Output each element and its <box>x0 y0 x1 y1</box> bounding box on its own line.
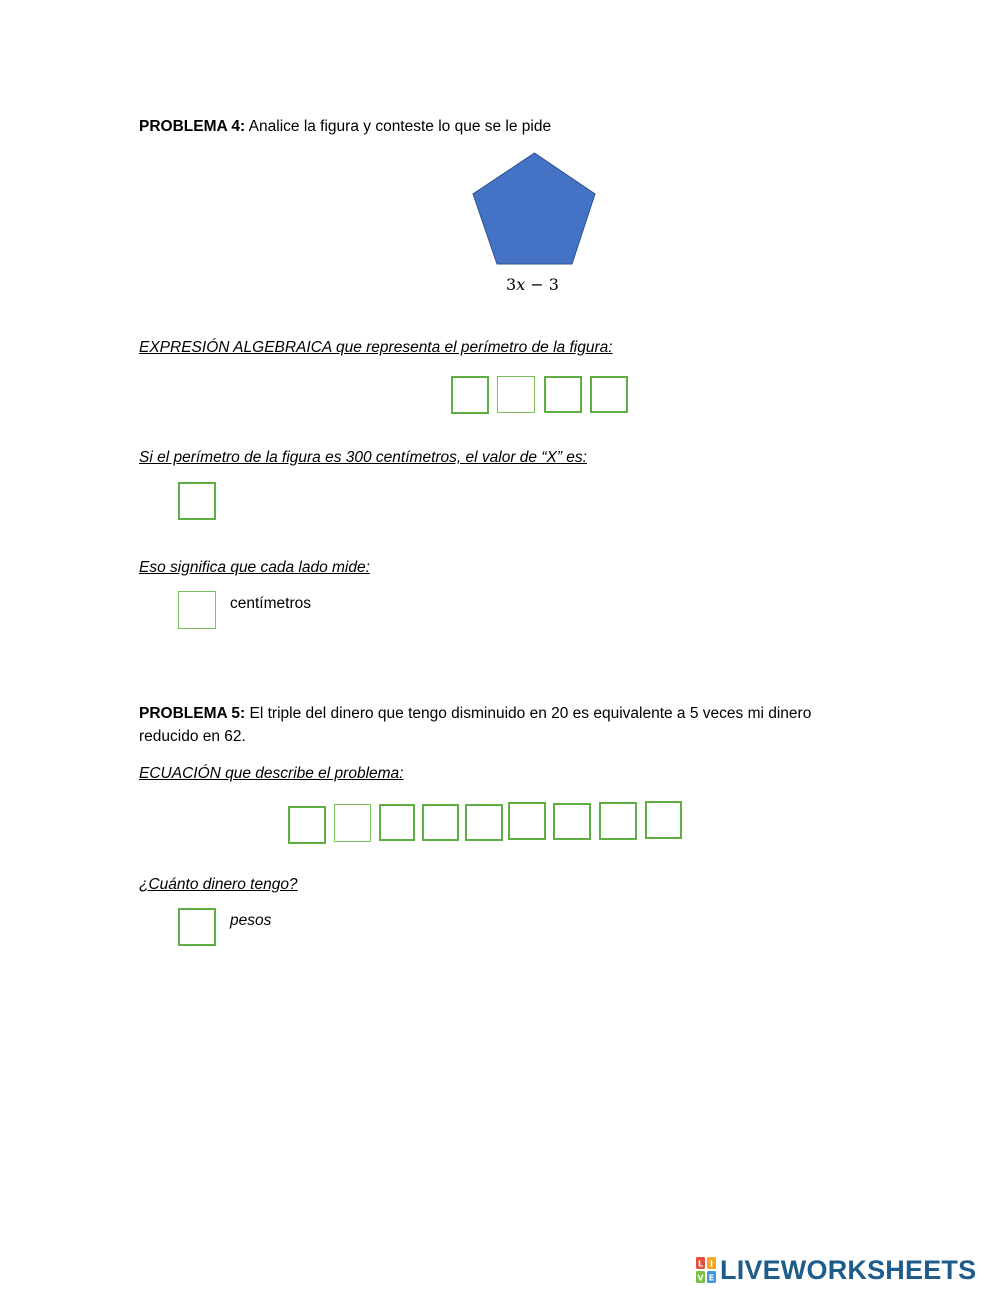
answer-box-x-value[interactable] <box>178 482 216 520</box>
question-x-value: Si el perímetro de la figura es 300 centímetros, el valor de “X” es: <box>139 449 587 466</box>
pentagon-side-label <box>506 275 559 294</box>
answer-box-equation-6[interactable] <box>508 802 546 840</box>
live-letter-e: E <box>708 1273 715 1283</box>
answer-box-money[interactable] <box>178 908 216 946</box>
side-variable: x <box>516 275 526 294</box>
live-letter-i: I <box>710 1259 713 1269</box>
answer-box-equation-9[interactable] <box>645 801 682 839</box>
side-coefficient: 3 <box>506 275 517 294</box>
problem5-label: PROBLEMA 5: <box>139 705 246 722</box>
answer-box-side-length[interactable] <box>178 591 216 629</box>
unit-centimetros: centímetros <box>230 595 311 612</box>
answer-box-equation-7[interactable] <box>553 803 591 840</box>
problem4-heading <box>139 115 551 138</box>
answer-box-equation-8[interactable] <box>599 802 637 840</box>
live-letter-v: V <box>697 1273 704 1283</box>
question-side-length: Eso significa que cada lado mide: <box>139 559 370 576</box>
question-expression: EXPRESIÓN ALGEBRAICA que representa el perímetro de la figura: <box>139 339 613 356</box>
answer-box-equation-2[interactable] <box>334 804 371 842</box>
problem5-statement-line1: El triple del dinero que tengo disminuido en 20 es equivalente a 5 veces mi dinero <box>249 705 812 722</box>
answer-box-equation-5[interactable] <box>465 804 503 841</box>
answer-box-equation-3[interactable] <box>379 804 415 841</box>
pentagon-shape <box>473 153 595 264</box>
live-icon <box>696 1257 717 1283</box>
pentagon-figure <box>470 150 600 268</box>
answer-box-expression-1[interactable] <box>451 376 489 414</box>
problem5-heading <box>139 702 811 725</box>
side-constant: − 3 <box>525 275 559 294</box>
answer-box-equation-4[interactable] <box>422 804 459 841</box>
answer-box-expression-4[interactable] <box>590 376 628 413</box>
answer-box-equation-1[interactable] <box>288 806 326 844</box>
problem4-label: PROBLEMA 4: <box>139 118 246 135</box>
question-equation: ECUACIÓN que describe el problema: <box>139 765 404 782</box>
problem5-statement-line2: reducido en 62. <box>139 728 246 745</box>
answer-box-expression-3[interactable] <box>544 376 582 413</box>
question-money: ¿Cuánto dinero tengo? <box>139 876 298 893</box>
answer-box-expression-2[interactable] <box>497 376 535 413</box>
problem4-statement: Analice la figura y conteste lo que se le pide <box>248 118 552 135</box>
live-letter-l: L <box>697 1259 704 1269</box>
brand-name: LIVEWORKSHEETS <box>720 1255 977 1285</box>
unit-pesos: pesos <box>230 912 272 929</box>
liveworksheets-logo <box>696 1257 976 1283</box>
